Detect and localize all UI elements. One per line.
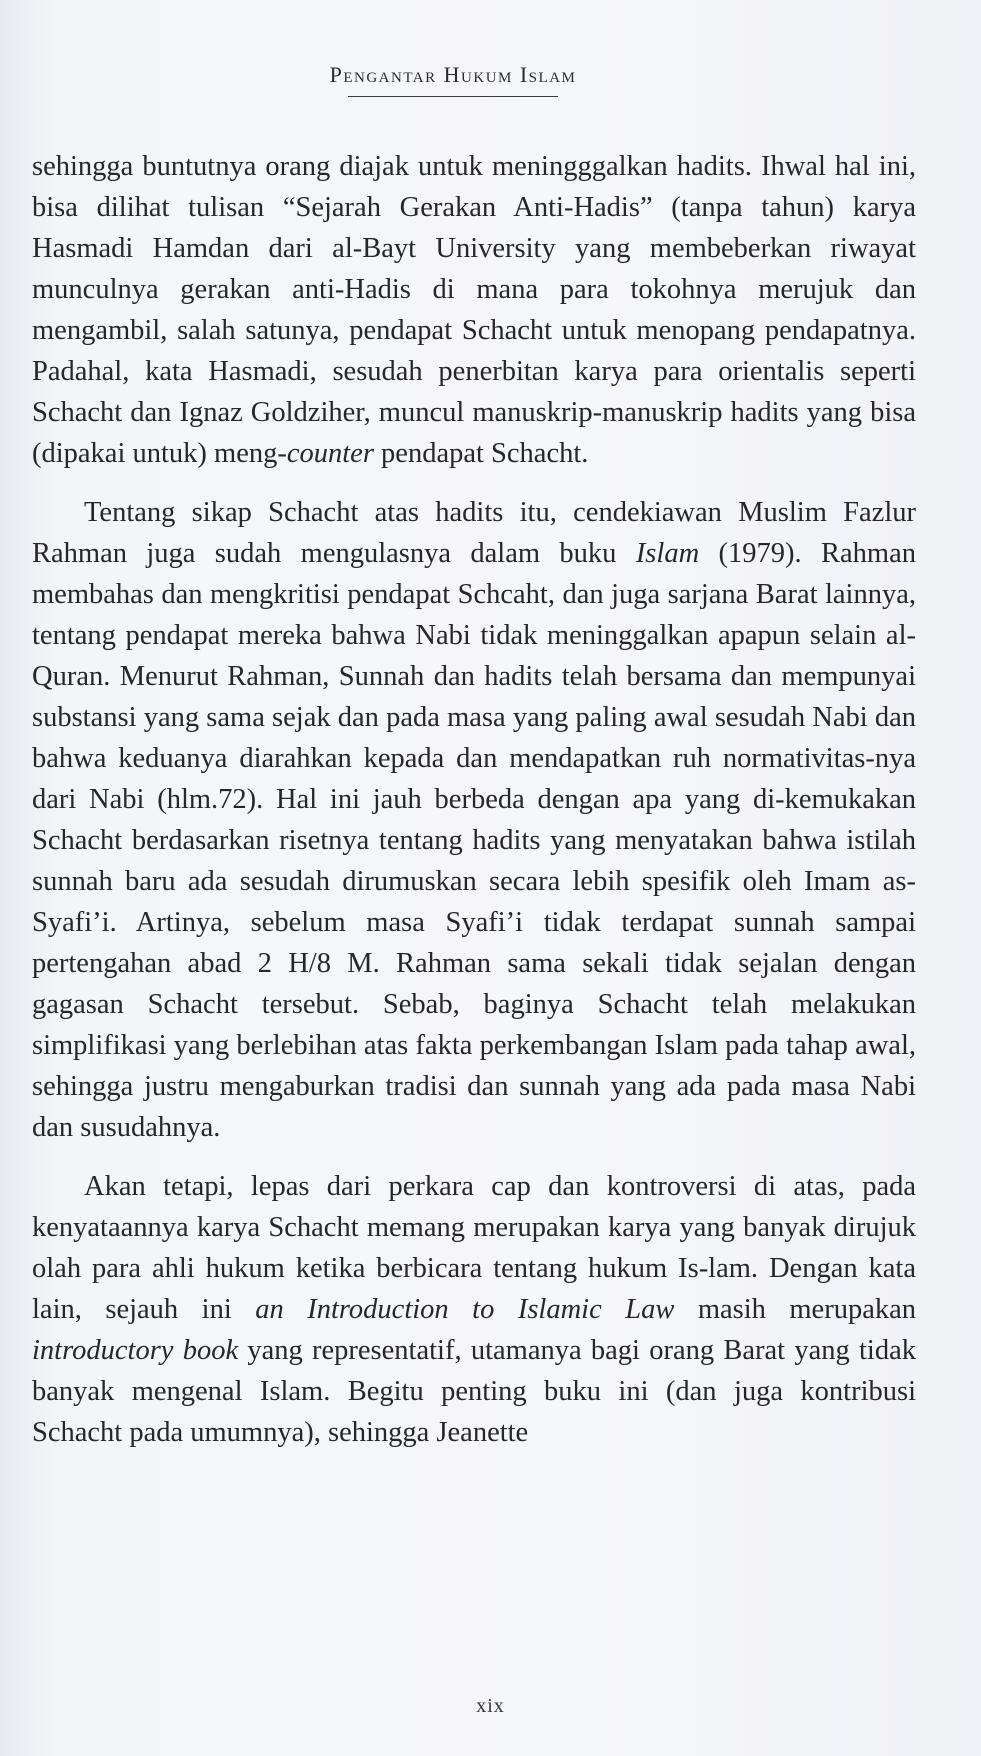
- paragraph-2: [32, 492, 916, 1148]
- page-number: xix: [476, 1695, 505, 1717]
- paragraph-3-text-3: yang representatif, utamanya bagi orang Barat yang tidak banyak mengenal Islam. Begitu penting buku ini (dan juga kontribusi Schacht pada umumnya), sehingga Jeanette: [32, 1335, 916, 1448]
- running-head-rule: [348, 96, 558, 97]
- paragraph-1-italic-counter: counter: [286, 438, 374, 469]
- paragraph-2-italic-islam: Islam: [635, 538, 700, 569]
- paragraph-2-text-1: Tentang sikap Schacht atas hadits itu, cendekiawan Muslim Fazlur Rahman juga sudah mengulasnya dalam buku: [32, 497, 916, 569]
- paragraph-3-italic-introductory-book: introductory book: [32, 1335, 239, 1366]
- paragraph-3-text-1: Akan tetapi, lepas dari perkara cap dan kontroversi di atas, pada kenyataannya karya Schacht memang merupakan karya yang banyak dirujuk olah para ahli hukum ketika berbicara tentang hukum Is-lam. Dengan kata lain, sejauh ini: [32, 1171, 916, 1325]
- paragraph-3: [32, 1166, 916, 1453]
- paragraph-3-italic-book-title: an Introduction to Islamic Law: [255, 1294, 675, 1325]
- paragraph-1-text-1: sehingga buntutnya orang diajak untuk meningggalkan hadits. Ihwal hal ini, bisa dilihat tulisan “Sejarah Gerakan Anti-Hadis” (tanpa tahun) karya Hasmadi Hamdan dari al-Bayt University yang membeberkan riwayat munculnya gerakan anti-Hadis di mana para tokohnya merujuk dan mengambil, salah satunya, pendapat Schacht untuk menopang pendapatnya. Padahal, kata Hasmadi, sesudah penerbitan karya para orientalis seperti Schacht dan Ignaz Goldziher, muncul manuskrip-manuskrip hadits yang bisa (dipakai untuk) meng-: [32, 151, 916, 469]
- running-head: Pengantar Hukum Islam: [329, 62, 577, 87]
- paragraph-1-text-2: pendapat Schacht.: [373, 438, 589, 469]
- body-text: [32, 146, 916, 1453]
- paragraph-3-text-2: masih merupakan: [674, 1294, 916, 1325]
- paragraph-1: [32, 146, 916, 474]
- paragraph-2-text-2: (1979). Rahman membahas dan mengkritisi pendapat Schcaht, dan juga sarjana Barat lainnya, tentang pendapat mereka bahwa Nabi tidak meninggalkan apapun selain al-Quran. Menurut Rahman, Sunnah dan hadits telah bersama dan mempunyai substansi yang sama sejak dan pada masa yang paling awal sesudah Nabi dan bahwa keduanya diarahkan kepada dan mendapatkan ruh normativitas-nya dari Nabi (hlm.72). Hal ini jauh berbeda dengan apa yang di-kemukakan Schacht berdasarkan risetnya tentang hadits yang menyatakan bahwa istilah sunnah baru ada sesudah dirumuskan secara lebih spesifik oleh Imam as-Syafi’i. Artinya, sebelum masa Syafi’i tidak terdapat sunnah sampai pertengahan abad 2 H/8 M. Rahman sama sekali tidak sejalan dengan gagasan Schacht tersebut. Sebab, baginya Schacht telah melakukan simplifikasi yang berlebihan atas fakta perkembangan Islam pada tahap awal, sehingga justru mengaburkan tradisi dan sunnah yang ada pada masa Nabi dan susudahnya.: [32, 538, 916, 1143]
